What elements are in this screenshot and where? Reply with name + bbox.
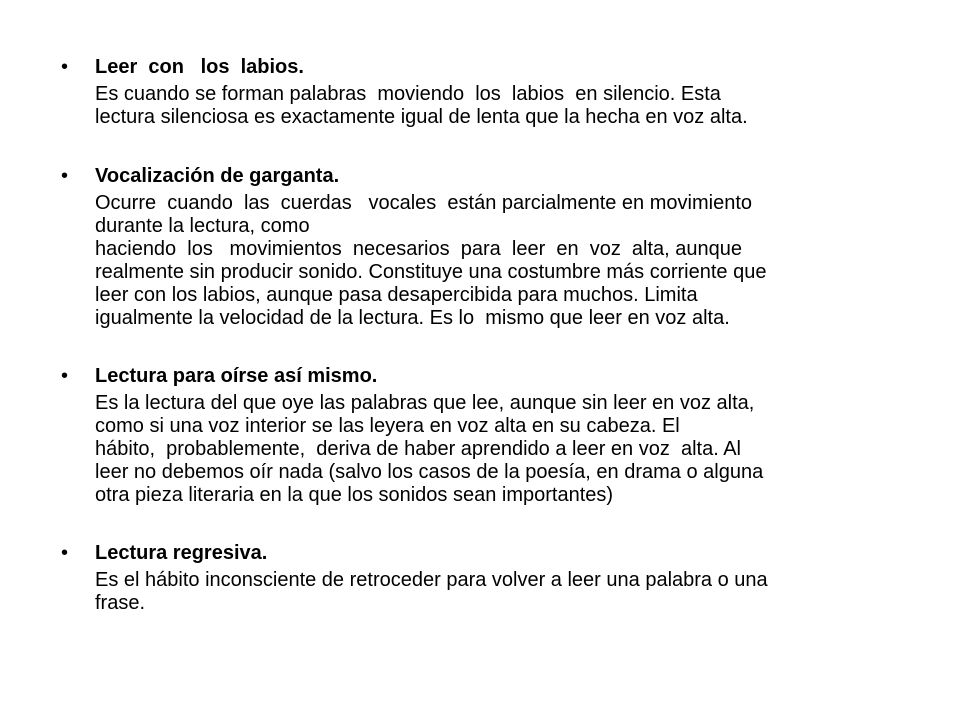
bullet: • (61, 542, 69, 564)
body-line: Es cuando se forman palabras moviendo los labios en silencio. Esta (95, 83, 721, 105)
bullet: • (61, 56, 69, 78)
body-line: hábito, probablemente, deriva de haber aprendido a leer en voz alta. Al (95, 438, 741, 460)
bullet: • (61, 165, 69, 187)
bullet: • (61, 365, 69, 387)
item-body (95, 192, 895, 330)
body-line: otra pieza literaria en la que los sonidos sean importantes) (95, 484, 614, 506)
item-body (95, 392, 895, 507)
body-line: Es la lectura del que oye las palabras que lee, aunque sin leer en voz alta, (95, 392, 755, 414)
body-line: igualmente la velocidad de la lectura. Es lo mismo que leer en voz alta. (95, 307, 730, 329)
body-line: durante la lectura, como (95, 215, 310, 237)
body-line: Es el hábito inconsciente de retroceder para volver a leer una palabra o una (95, 569, 768, 591)
body-line: haciendo los movimientos necesarios para leer en voz alta, aunque (95, 238, 743, 260)
item-heading: Lectura regresiva. (95, 542, 268, 564)
body-line: frase. (95, 592, 146, 614)
item-heading: Lectura para oírse así mismo. (95, 365, 378, 387)
body-line: realmente sin producir sonido. Constituye una costumbre más corriente que (95, 261, 767, 283)
body-line: leer no debemos oír nada (salvo los casos de la poesía, en drama o alguna (95, 461, 764, 483)
item-heading: Vocalización de garganta. (95, 165, 340, 187)
body-line: leer con los labios, aunque pasa desapercibida para muchos. Limita (95, 284, 698, 306)
body-line: como si una voz interior se las leyera en voz alta en su cabeza. El (95, 415, 680, 437)
item-heading: Leer con los labios. (95, 56, 304, 78)
body-line: Ocurre cuando las cuerdas vocales están parcialmente en movimiento (95, 192, 752, 214)
item-body (95, 83, 895, 129)
item-body (95, 569, 895, 615)
body-line: lectura silenciosa es exactamente igual de lenta que la hecha en voz alta. (95, 106, 748, 128)
